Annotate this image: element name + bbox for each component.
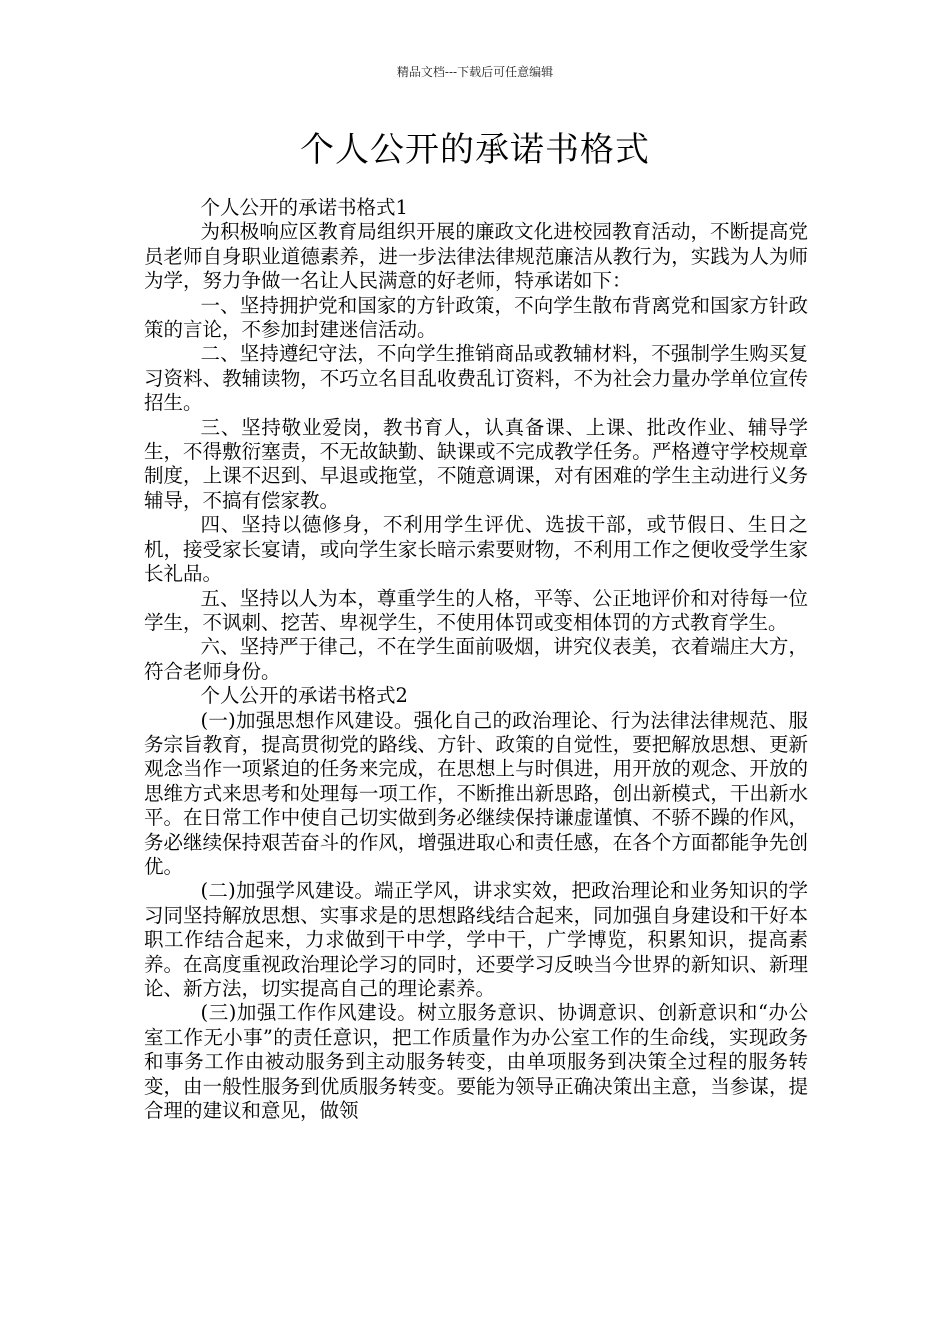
paragraph-section-2-item-2: (二)加强学风建设。端正学风，讲求实效，把政治理论和业务知识的学习同坚持解放思想、实事求是的思想路线结合起来，同加强自身建设和干好本职工作结合起来，力求做到干中学，学中干，广学博览，积累知识，提高素养。在高度重视政治理论学习的同时，还要学习反映当今世界的新知识、新理论、新方法，切实提高自己的理论素养。 (144, 879, 808, 1000)
paragraph-item-4: 四、坚持以德修身，不利用学生评优、选拔干部，或节假日、生日之机，接受家长宴请，或向学生家长暗示索要财物，不利用工作之便收受学生家长礼品。 (144, 513, 808, 586)
document-body (144, 196, 808, 1123)
paragraph-item-6: 六、坚持严于律己，不在学生面前吸烟，讲究仪表美，衣着端庄大方，符合老师身份。 (144, 635, 808, 683)
document-title: 个人公开的承诺书格式 (300, 130, 650, 170)
paragraph-section-2-item-1: (一)加强思想作风建设。强化自己的政治理论、行为法律法律规范、服务宗旨教育，提高贯彻党的路线、方针、政策的自觉性，要把解放思想、更新观念当作一项紧迫的任务来完成，在思想上与时俱进，用开放的观念、开放的思维方式来思考和处理每一项工作，不断推出新思路，创出新模式，干出新水平。在日常工作中使自己切实做到务必继续保持谦虚谨慎、不骄不躁的作风，务必继续保持艰苦奋斗的作风，增强进取心和责任感，在各个方面都能争先创优。 (144, 708, 808, 878)
page-header-watermark: 精品文档---下载后可任意编辑 (396, 65, 554, 79)
section-heading-2: 个人公开的承诺书格式2 (200, 684, 408, 708)
section-heading-1: 个人公开的承诺书格式1 (200, 196, 408, 219)
paragraph-intro: 为积极响应区教育局组织开展的廉政文化进校园教育活动，不断提高党员老师自身职业道德素养，进一步法律法律规范廉洁从教行为，实践为人为师为学，努力争做一名让人民满意的好老师，特承诺如下： (144, 220, 808, 293)
paragraph-item-1: 一、坚持拥护党和国家的方针政策，不向学生散布背离党和国家方针政策的言论，不参加封建迷信活动。 (144, 293, 808, 342)
paragraph-item-2: 二、坚持遵纪守法，不向学生推销商品或教辅材料，不强制学生购买复习资料、教辅读物，不巧立名目乱收费乱订资料，不为社会力量办学单位宣传招生。 (144, 342, 808, 415)
paragraph-section-2-item-3: (三)加强工作作风建设。树立服务意识、协调意识、创新意识和“办公室工作无小事”的责任意识，把工作质量作为办公室工作的生命线，实现政务和事务工作由被动服务到主动服务转变，由单项服务到决策全过程的服务转变，由一般性服务到优质服务转变。要能为领导正确决策出主意，当参谋，提合理的建议和意见，做领 (144, 1001, 808, 1123)
paragraph-item-5: 五、坚持以人为本，尊重学生的人格，平等、公正地评价和对待每一位学生，不讽刺、挖苦、卑视学生，不使用体罚或变相体罚的方式教育学生。 (144, 586, 808, 634)
paragraph-item-3: 三、坚持敬业爱岗，教书育人，认真备课、上课、批改作业、辅导学生，不得敷衍塞责，不无故缺勤、缺课或不完成教学任务。严格遵守学校规章制度，上课不迟到、早退或拖堂，不随意调课，对有困难的学生主动进行义务辅导，不搞有偿家教。 (144, 415, 808, 512)
